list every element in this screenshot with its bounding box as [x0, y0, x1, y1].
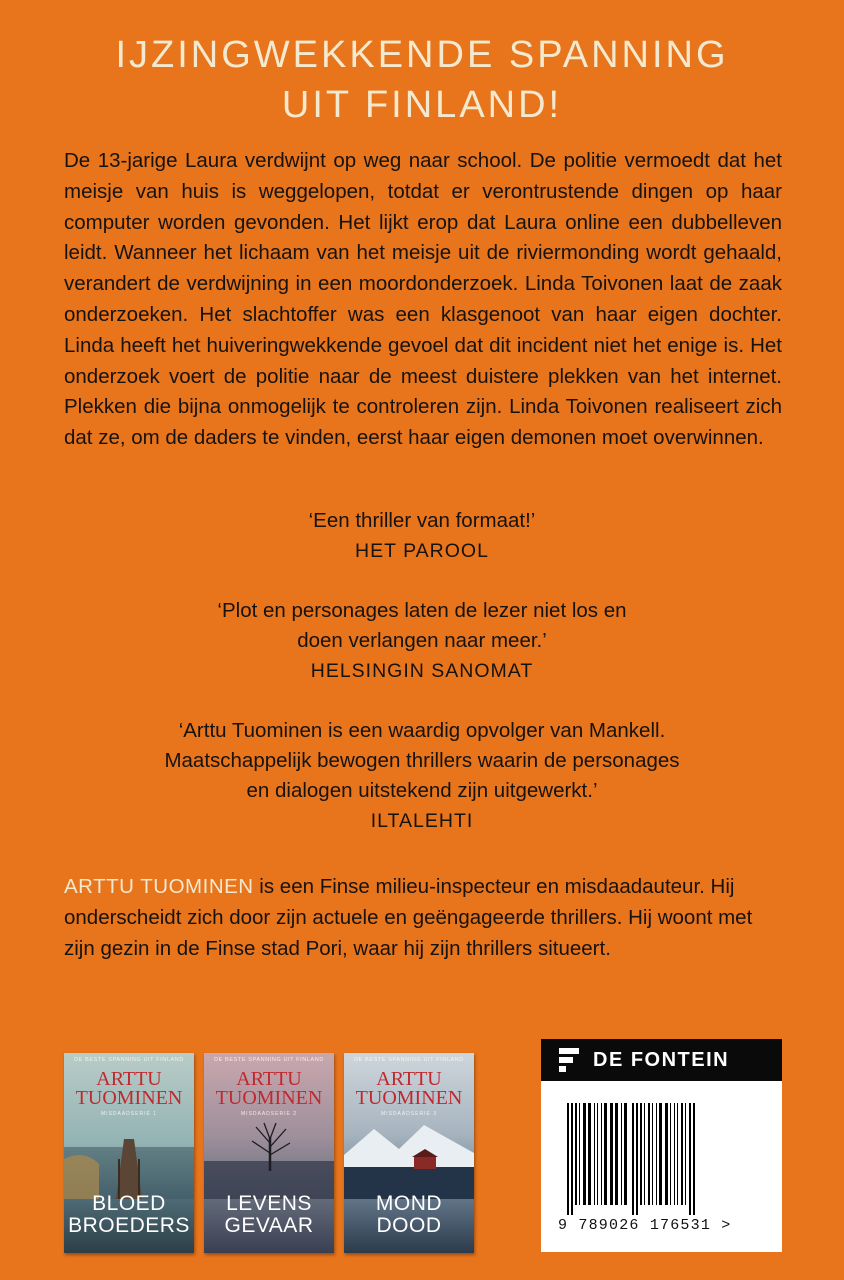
headline-line-1: IJZINGWEKKENDE SPANNING: [115, 34, 729, 76]
quote-line: doen verlangen naar meer.’: [297, 629, 547, 652]
barcode-bar: [670, 1103, 671, 1205]
author-bio: [64, 872, 786, 964]
quote-line: ‘Plot en personages laten de lezer niet los en: [217, 599, 627, 622]
barcode-bar: [615, 1103, 618, 1205]
barcode-bar: [567, 1103, 569, 1215]
barcode-bars: [567, 1103, 759, 1215]
barcode-bar: [656, 1103, 657, 1205]
barcode-bar: [648, 1103, 650, 1205]
cover-title-line-1: MOND: [375, 1192, 443, 1215]
barcode-bar: [644, 1103, 645, 1205]
cover-tagline: DE BESTE SPANNING UIT FINLAND: [74, 1057, 184, 1063]
cover-title-line-2: DOOD: [376, 1214, 442, 1237]
cover-author: [204, 1070, 334, 1108]
cover-series: MISDAADSERIE 3: [381, 1111, 437, 1117]
barcode-bar: [610, 1103, 613, 1205]
cover-title: [344, 1193, 474, 1237]
cover-author-line-1: ARTTU: [96, 1068, 162, 1090]
book-cover-monddood: [344, 1053, 474, 1253]
quote-line: Maatschappelijk bewogen thrillers waarin de personages: [164, 749, 680, 772]
review-quote-2: [60, 596, 784, 686]
barcode-bar: [677, 1103, 678, 1205]
quote-line: ‘Arttu Tuominen is een waardig opvolger van Mankell.: [178, 719, 666, 742]
barcode-bar: [575, 1103, 577, 1205]
cover-title-line-2: BROEDERS: [68, 1214, 190, 1237]
publisher-name: DE FONTEIN: [593, 1048, 730, 1071]
barcode-bar: [636, 1103, 638, 1215]
review-quote-1: [60, 506, 784, 566]
barcode-bar: [604, 1103, 607, 1205]
cover-title: [64, 1193, 194, 1237]
cover-author-line-1: ARTTU: [236, 1068, 302, 1090]
barcode-bar: [640, 1103, 642, 1205]
barcode-bar: [597, 1103, 598, 1205]
barcode-bar: [579, 1103, 580, 1205]
cover-title-line-2: GEVAAR: [224, 1214, 314, 1237]
quote-source: ILTALEHTI: [370, 810, 474, 832]
cover-title-line-1: LEVENS: [226, 1192, 312, 1215]
barcode-bar: [601, 1103, 602, 1205]
barcode-bar: [652, 1103, 653, 1205]
quote-line: en dialogen uitstekend zijn uitgewerkt.’: [246, 779, 598, 802]
barcode-digits: 9 789026 176531 >: [558, 1217, 732, 1234]
bio-author-name: ARTTU TUOMINEN: [64, 875, 254, 898]
barcode-bar: [624, 1103, 627, 1205]
barcode-bar: [583, 1103, 586, 1205]
book-cover-levensgevaar: [204, 1053, 334, 1253]
publisher-logo: [541, 1039, 782, 1081]
headline: [0, 30, 844, 130]
review-quote-3: [60, 716, 784, 836]
quote-source: HET PAROOL: [355, 540, 489, 562]
quote-source: HELSINGIN SANOMAT: [310, 660, 534, 682]
bio-text: is een Finse milieu-inspecteur en misdaadauteur. Hij onderscheidt zich door zijn actuele en geëngageerde thrillers. Hij woont met zijn gezin in de Finse stad Pori, waar hij zijn thrillers situeert.: [64, 875, 753, 960]
barcode-bar: [685, 1103, 686, 1205]
fontein-logo-icon: [557, 1046, 583, 1074]
barcode-bar: [681, 1103, 683, 1205]
barcode-bar: [621, 1103, 622, 1205]
cover-title-line-1: BLOED: [92, 1192, 166, 1215]
cover-author-line-2: TUOMINEN: [355, 1087, 463, 1109]
cover-author: [64, 1070, 194, 1108]
cover-author-line-1: ARTTU: [376, 1068, 442, 1090]
headline-line-2: UIT FINLAND!: [281, 84, 563, 126]
book-cover-bloedbroeders: [64, 1053, 194, 1253]
cover-series: MISDAADSERIE 1: [101, 1111, 157, 1117]
quote-line: ‘Een thriller van formaat!’: [308, 509, 536, 532]
cover-author-line-2: TUOMINEN: [75, 1087, 183, 1109]
barcode: [541, 1081, 782, 1252]
cover-tagline: DE BESTE SPANNING UIT FINLAND: [354, 1057, 464, 1063]
barcode-bar: [571, 1103, 573, 1215]
cover-tagline: DE BESTE SPANNING UIT FINLAND: [214, 1057, 324, 1063]
barcode-bar: [674, 1103, 675, 1205]
barcode-bar: [659, 1103, 662, 1205]
barcode-bar: [594, 1103, 595, 1205]
barcode-bar: [632, 1103, 634, 1215]
cover-title: [204, 1193, 334, 1237]
cover-illustration-mountain-house: [344, 1119, 474, 1199]
barcode-bar: [665, 1103, 668, 1205]
barcode-bar: [588, 1103, 591, 1205]
barcode-bar: [693, 1103, 695, 1215]
cover-author-line-2: TUOMINEN: [215, 1087, 323, 1109]
cover-series: MISDAADSERIE 2: [241, 1111, 297, 1117]
blurb-text: De 13-jarige Laura verdwijnt op weg naar school. De politie vermoedt dat het meisje van huis is weggelopen, totdat er verontrustende dingen op haar computer worden gevonden. Het lijkt erop dat Laura online een dubbelleven leidt. Wanneer het lichaam van het meisje uit de riviermonding wordt gehaald, verandert de verdwijning in een moordonderzoek. Linda Toivonen laat de zaak onderzoeken. Het slachtoffer was een klasgenoot van haar eigen dochter. Linda heeft het huiveringwekkende gevoel dat dit incident niet het enige is. Het onderzoek voert de politie naar de meest duistere plekken van het internet. Plekken die bijna onmogelijk te controleren zijn. Linda Toivonen realiseert zich dat ze, om de daders te vinden, eerst haar eigen demonen moet overwinnen.: [64, 149, 782, 450]
cover-illustration-jetty: [64, 1119, 194, 1199]
cover-illustration-tree: [204, 1119, 334, 1199]
cover-author: [344, 1070, 474, 1108]
barcode-bar: [689, 1103, 691, 1215]
